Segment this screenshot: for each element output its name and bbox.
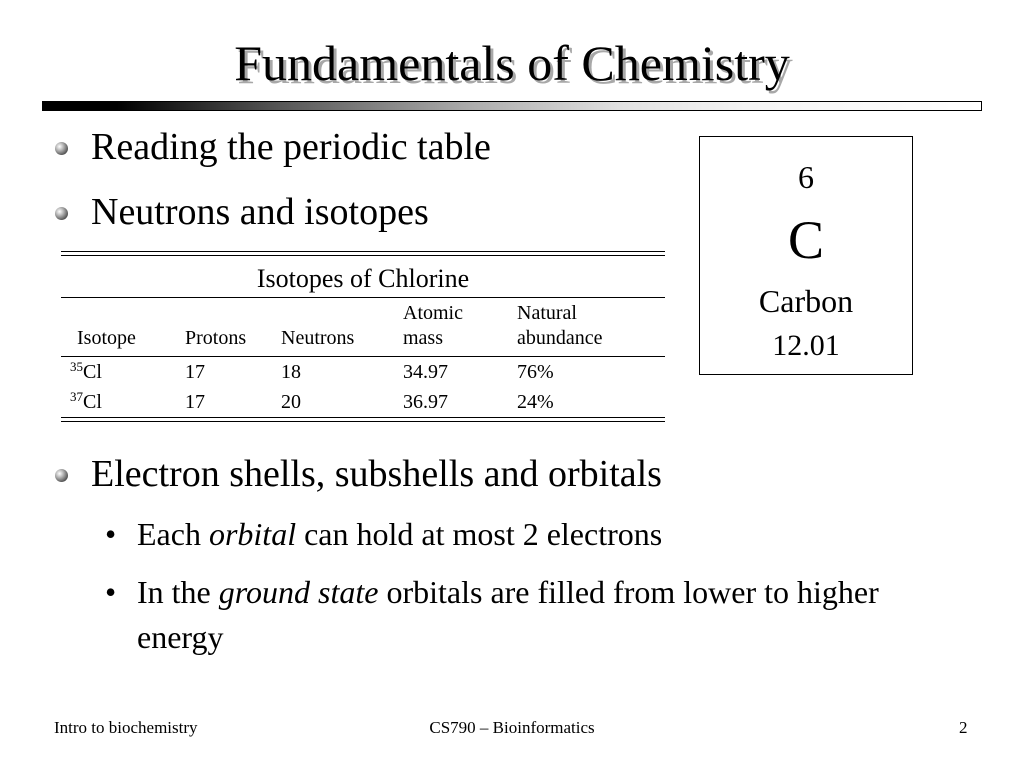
atomic-mass: 12.01 bbox=[772, 329, 840, 362]
abundance-cell: 76% bbox=[517, 361, 554, 383]
bullet-text: Neutrons and isotopes bbox=[91, 191, 429, 233]
table-row bbox=[61, 387, 665, 417]
periodic-element-tile bbox=[699, 136, 913, 375]
atomic-number: 6 bbox=[798, 159, 814, 195]
footer-left: Intro to biochemistry bbox=[54, 718, 198, 737]
isotope-cell bbox=[70, 389, 102, 413]
table-bottom-rule bbox=[61, 417, 665, 422]
page-number: 2 bbox=[959, 718, 968, 737]
footer-center: CS790 – Bioinformatics bbox=[429, 718, 595, 737]
sub-bullet-text-pre: Each bbox=[137, 516, 209, 552]
header-neutrons: Neutrons bbox=[281, 327, 355, 349]
isotope-table bbox=[61, 251, 665, 422]
sub-bullet-dot-icon: • bbox=[105, 574, 117, 610]
sub-bullet-text-pre: In the bbox=[137, 574, 219, 610]
element-name: Carbon bbox=[758, 283, 854, 319]
table-row bbox=[61, 357, 665, 387]
sub-bullet-text bbox=[137, 512, 967, 557]
sub-bullet-text bbox=[137, 570, 967, 660]
protons-cell: 17 bbox=[185, 391, 205, 413]
slide-title: Fundamentals of Chemistry bbox=[234, 35, 790, 91]
table-title: Isotopes of Chlorine bbox=[256, 264, 470, 293]
bullet-dot-icon bbox=[55, 469, 68, 482]
table-header-row-2 bbox=[61, 326, 665, 356]
bullet-dot-icon bbox=[55, 142, 68, 155]
sub-bullet-dot-icon: • bbox=[105, 516, 117, 552]
sub-bullet-emphasis: orbital bbox=[208, 516, 297, 552]
header-atomic: Atomic bbox=[403, 302, 463, 324]
element-symbol: C bbox=[787, 210, 825, 270]
bullet-text: Reading the periodic table bbox=[91, 126, 491, 168]
atomic-mass-cell: 36.97 bbox=[403, 391, 448, 413]
header-isotope: Isotope bbox=[77, 327, 136, 349]
header-protons: Protons bbox=[185, 327, 247, 349]
bullet-text: Electron shells, subshells and orbitals bbox=[91, 453, 662, 495]
abundance-cell: 24% bbox=[517, 391, 554, 413]
title-divider bbox=[42, 101, 982, 111]
bullet-dot-icon bbox=[55, 207, 68, 220]
header-natural: Natural bbox=[517, 302, 577, 324]
sub-bullet-text-post: can hold at most 2 electrons bbox=[296, 516, 663, 552]
isotope-symbol: Cl bbox=[83, 361, 102, 383]
neutrons-cell: 18 bbox=[281, 361, 301, 383]
sub-bullet-text-post: orbitals are filled from lower to higher energy bbox=[137, 574, 879, 655]
isotope-cell bbox=[70, 359, 102, 383]
mass-number: 37 bbox=[70, 389, 83, 404]
table-header-row-1 bbox=[61, 298, 665, 326]
isotope-symbol: Cl bbox=[83, 391, 102, 413]
mass-number: 35 bbox=[70, 359, 83, 374]
sub-bullet-emphasis: ground state bbox=[218, 574, 379, 610]
header-mass: mass bbox=[403, 327, 443, 349]
atomic-mass-cell: 34.97 bbox=[403, 361, 448, 383]
neutrons-cell: 20 bbox=[281, 391, 301, 413]
header-abundance: abundance bbox=[517, 327, 603, 349]
protons-cell: 17 bbox=[185, 361, 205, 383]
